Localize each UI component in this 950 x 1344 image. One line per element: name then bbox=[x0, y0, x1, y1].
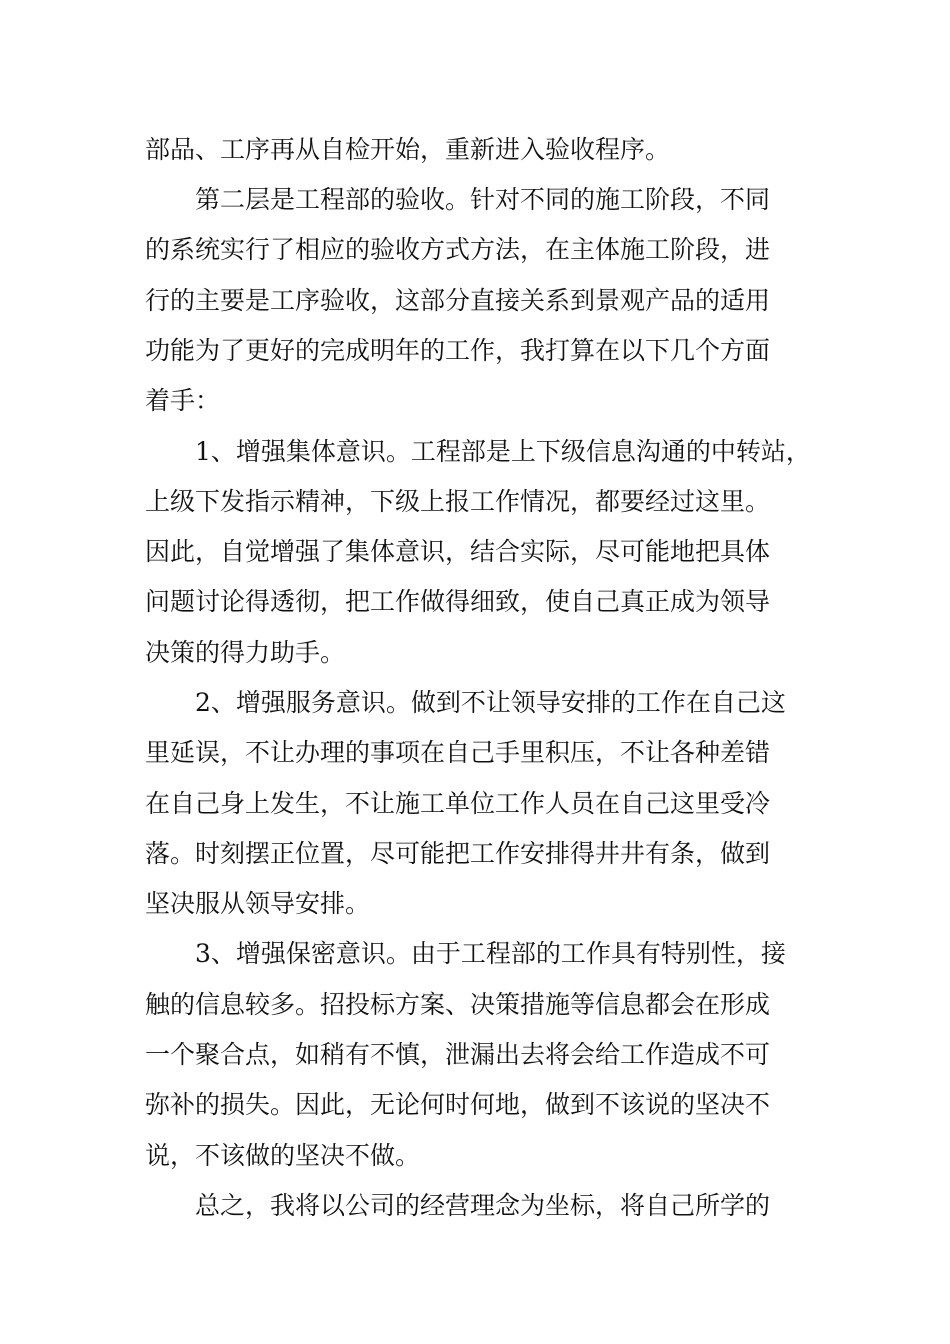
paragraph-start-line: 3、增强保密意识。由于工程部的工作具有特别性，接 bbox=[195, 939, 786, 968]
text-line: 决策的得力助手。 bbox=[145, 638, 346, 667]
paragraph-start-line: 2、增强服务意识。做到不让领导安排的工作在自己这 bbox=[195, 688, 786, 717]
text-line: 着手： bbox=[145, 386, 221, 415]
paragraph-start-line: 总之，我将以公司的经营理念为坐标，将自己所学的 bbox=[195, 1191, 771, 1220]
text-line: 里延误，不让办理的事项在自己手里积压，不让各种差错 bbox=[145, 738, 771, 767]
text-line: 在自己身上发生，不让施工单位工作人员在自己这里受冷 bbox=[145, 789, 771, 818]
text-line: 因此，自觉增强了集体意识，结合实际，尽可能地把具体 bbox=[145, 537, 771, 566]
text-line: 上级下发指示精神，下级上报工作情况，都要经过这里。 bbox=[145, 487, 771, 516]
paragraph-start-line: 1、增强集体意识。工程部是上下级信息沟通的中转站， bbox=[195, 437, 811, 466]
text-line: 的系统实行了相应的验收方式方法，在主体施工阶段，进 bbox=[145, 235, 771, 264]
text-line: 弥补的损失。因此，无论何时何地，做到不该说的坚决不 bbox=[145, 1090, 771, 1119]
text-line: 问题讨论得透彻，把工作做得细致，使自己真正成为领导 bbox=[145, 587, 771, 616]
text-line: 触的信息较多。招投标方案、决策措施等信息都会在形成 bbox=[145, 990, 771, 1019]
text-line: 行的主要是工序验收，这部分直接关系到景观产品的适用 bbox=[145, 286, 771, 315]
text-line: 坚决服从领导安排。 bbox=[145, 889, 371, 918]
text-line: 部品、工序再从自检开始，重新进入验收程序。 bbox=[145, 135, 671, 164]
paragraph-start-line: 第二层是工程部的验收。针对不同的施工阶段，不同 bbox=[195, 185, 771, 214]
text-line: 功能为了更好的完成明年的工作，我打算在以下几个方面 bbox=[145, 336, 771, 365]
text-line: 说，不该做的坚决不做。 bbox=[145, 1141, 421, 1170]
text-line: 一个聚合点，如稍有不慎，泄漏出去将会给工作造成不可 bbox=[145, 1040, 771, 1069]
text-line: 落。时刻摆正位置，尽可能把工作安排得井井有条，做到 bbox=[145, 839, 771, 868]
